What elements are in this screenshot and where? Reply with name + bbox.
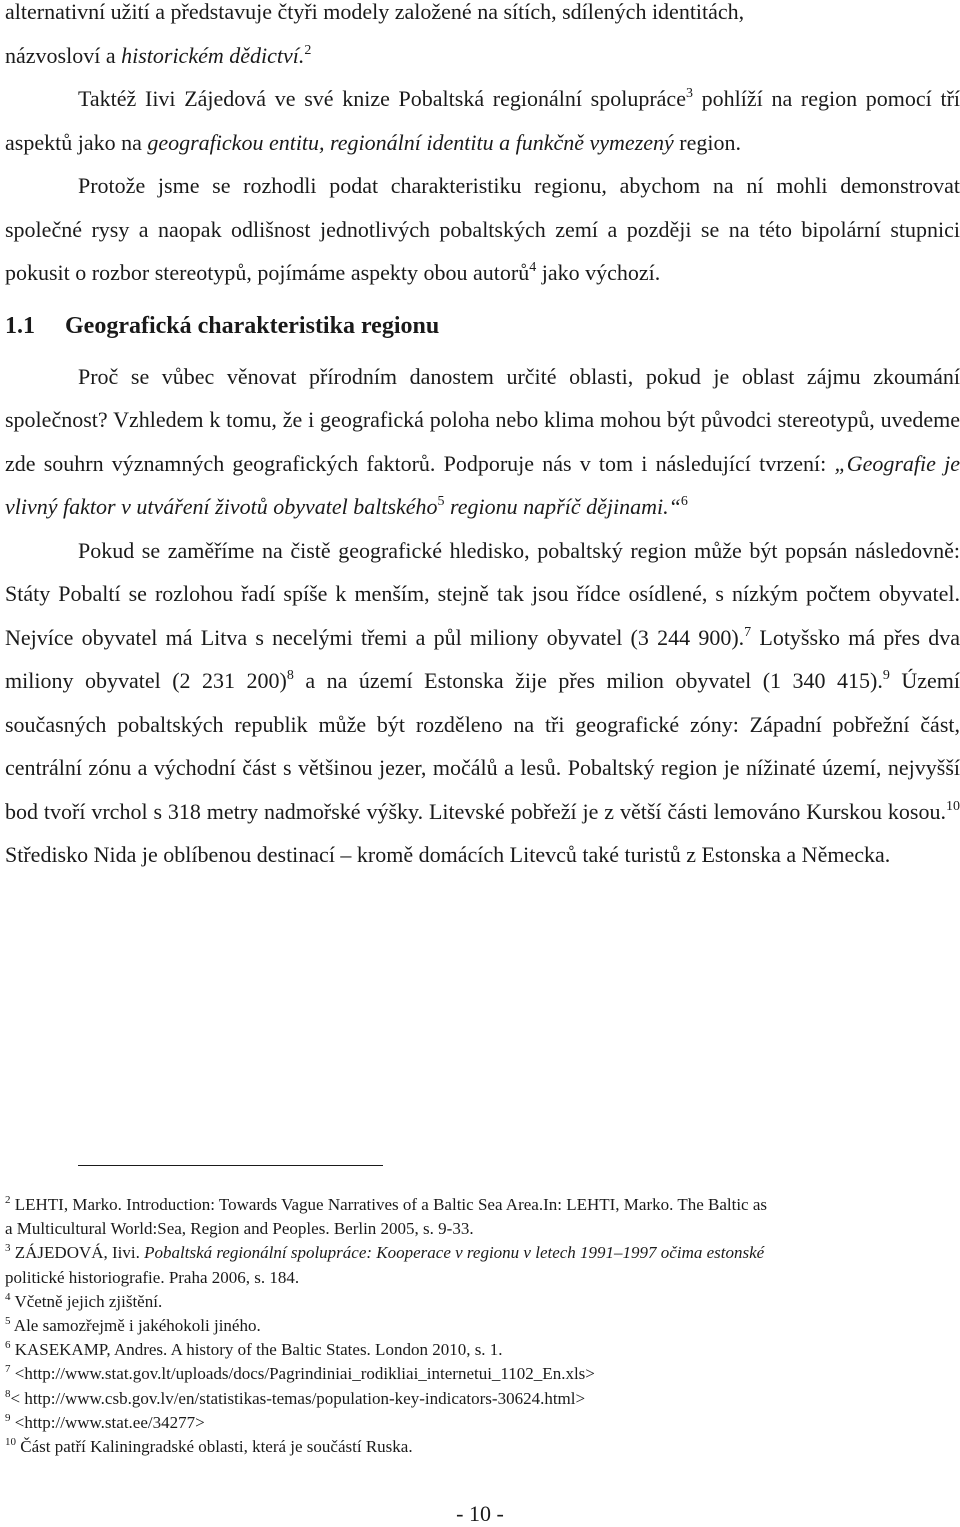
paragraph-3 (5, 164, 960, 295)
paragraph-text: pohlíží na region pomocí tří aspektů jako na (5, 86, 960, 155)
footnote-7 (5, 1362, 960, 1386)
quote-text: regionu napříč dějinami. (444, 494, 669, 519)
footnote-ref-2[interactable]: 2 (304, 42, 312, 58)
paragraph-text: a na území Estonska žije přes milion obyvatel (1 340 415). (293, 668, 883, 693)
paragraph-4 (5, 355, 960, 529)
paragraph-text: alternativní užití a představuje čtyři modely založené na sítích, sdílených identitách, (5, 0, 745, 24)
footnotes (5, 1193, 960, 1459)
footnote-text: Ale samozřejmě i jakéhokoli jiného. (10, 1316, 261, 1336)
paragraph-text: Proč se vůbec věnovat přírodním danostem určité oblasti, pokud je oblast zájmu zkoumání společnost? Vzhledem k tomu, že i geografická poloha nebo klima mohou být původci stereotypů, uvedeme zde souhrn významných geografických faktorů. Podporuje nás v tom i následující tvrzení: (5, 363, 960, 476)
footnote-6 (5, 1338, 960, 1362)
footnote-ref-5[interactable]: 5 (437, 494, 445, 509)
quote-mark: „ (834, 450, 847, 476)
italic-text: historickém dědictví. (121, 42, 305, 68)
paragraph-text: Pokud se zaměříme na čistě geografické hledisko, pobaltský region může být popsán následovně: Státy Pobaltí se rozlohou řadí spíše k menším, stejně tak jsou řídce osídlené, s nízkým počtem obyvatel. Nejvíce obyvatel má Litva s necelými třemi a půl miliony obyvatel (3 244 900). (5, 537, 960, 650)
footnote-2 (5, 1193, 960, 1217)
footnote-9 (5, 1411, 960, 1435)
footnote-italic-text: Pobaltská regionální spolupráce: Kooperace v regionu v letech 1991–1997 očima estonské (144, 1243, 765, 1263)
paragraph-text: Území současných pobaltských republik může být rozděleno na tři geografické zóny: Západní pobřežní část, centrální zónu a východní část s většinou jezer, močálů a lesů. Pobaltský region je nížinaté území, nejvyšší bod tvoří vrchol s 318 metry nadmořské výšky. Litevské pobřeží je z větší části lemováno Kurskou kosou. (5, 668, 960, 824)
footnote-number: 5 (5, 1315, 11, 1328)
footnote-3-cont (5, 1266, 960, 1290)
paragraph-text: jako výchozí. (536, 260, 661, 285)
page-number: - 10 - (456, 1501, 504, 1526)
footnote-ref-3[interactable]: 3 (685, 86, 693, 101)
paragraph-text: Lotyšsko má přes dva miliony obyvatel (2 231 200) (5, 624, 960, 693)
body-text (5, 0, 960, 877)
footnote-3 (5, 1241, 960, 1265)
section-heading (5, 295, 960, 355)
footnote-text: KASEKAMP, Andres. A history of the Baltic States. London 2010, s. 1. (10, 1340, 503, 1360)
section-number: 1.1 (5, 312, 35, 339)
footnote-link[interactable]: <http://www.stat.gov.lt/uploads/docs/Pagrindiniai_rodikliai_internetui_1102_En.xls> (10, 1364, 595, 1384)
footnote-2-cont (5, 1217, 960, 1241)
footnote-separator (78, 1165, 383, 1166)
paragraph-text: Taktéž Iivi Zájedová ve své knize Pobaltská regionální spolupráce (78, 86, 686, 111)
paragraph-text: Středisko Nida je oblíbenou destinací – kromě domácích Litevců také turistů z Estonska a Německa. (5, 842, 891, 867)
paragraph-2 (5, 77, 960, 164)
footnote-ref-4[interactable]: 4 (529, 260, 537, 275)
footnote-text: Včetně jejich zjištění. (10, 1291, 163, 1311)
footnote-text: ZÁJEDOVÁ, Iivi. (10, 1243, 145, 1263)
footnote-link[interactable]: <http://www.stat.ee/34277> (10, 1412, 205, 1432)
footnote-text: Část patří Kaliningradské oblasti, která je součástí Ruska. (16, 1437, 413, 1457)
paragraph-text: názvosloví a (5, 42, 122, 68)
footnote-number: 6 (5, 1339, 11, 1352)
footnote-ref-9[interactable]: 9 (882, 668, 890, 683)
section-title: Geografická charakteristika regionu (65, 312, 440, 339)
footnote-number: 3 (5, 1242, 11, 1255)
quote-mark: “ (668, 494, 681, 519)
footnote-4 (5, 1290, 960, 1314)
paragraph-text: region. (673, 129, 741, 155)
footnote-number: 10 (5, 1436, 16, 1449)
footnote-ref-8[interactable]: 8 (286, 668, 294, 683)
footnote-10 (5, 1435, 960, 1459)
footnote-number: 2 (5, 1194, 11, 1206)
paragraph-5 (5, 529, 960, 877)
paragraph-1 (5, 0, 960, 77)
paragraph-text: Protože jsme se rozhodli podat charakteristiku regionu, abychom na ní mohli demonstrovat společné rysy a naopak odlišnost jednotlivých pobaltských zemí a později se na této bipolární stupnici pokusit o rozbor stereotypů, pojímáme aspekty obou autorů (5, 173, 960, 285)
footnote-ref-6[interactable]: 6 (680, 494, 688, 509)
footnote-number: 8 (5, 1387, 11, 1400)
footnote-8 (5, 1387, 960, 1411)
quote-text: Geografie je vlivný faktor v utváření životů obyvatel baltského (5, 450, 960, 519)
italic-text: geografickou entitu, regionální identitu a funkčně vymezený (147, 129, 674, 155)
footnote-number: 7 (5, 1363, 11, 1376)
footnote-text: LEHTI, Marko. Introduction: Towards Vague Narratives of a Baltic Sea Area.In: LEHTI, Marko. The Baltic as (10, 1195, 768, 1214)
footnote-link[interactable]: < http://www.csb.gov.lv/en/statistikas-temas/population-key-indicators-30624.html> (10, 1388, 586, 1408)
footnote-text: a Multicultural World:Sea, Region and Peoples. Berlin 2005, s. 9-33. (5, 1219, 474, 1239)
footnote-ref-7[interactable]: 7 (744, 624, 752, 640)
footnote-5 (5, 1314, 960, 1338)
footnote-ref-10[interactable]: 10 (946, 798, 960, 814)
footnote-number: 9 (5, 1411, 11, 1424)
footnote-text: politické historiografie. Praha 2006, s. 184. (5, 1267, 300, 1287)
footnote-number: 4 (5, 1290, 11, 1303)
